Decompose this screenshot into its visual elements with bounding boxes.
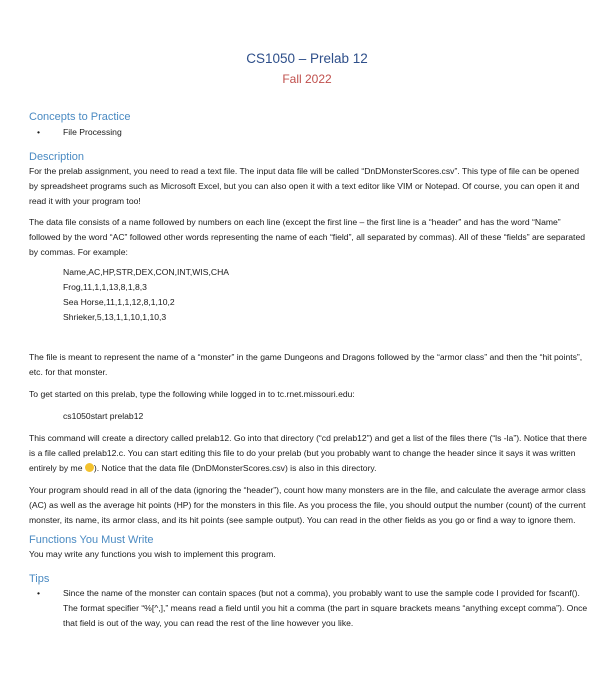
csv-example-line: Frog,11,1,1,13,8,1,8,3 (63, 282, 147, 292)
tips-item-text: Since the name of the monster can contain spaces (but not a comma), you probably want to use the sample code I provided for fscanf(). The format specifier “%[^,],” means read a field until you hit a comma (the part in square brackets means “anything except comma”). Once that field is out of the way, you can read the rest of the line however you like. (63, 588, 588, 628)
description-paragraph-6: Your program should read in all of the data (ignoring the “header”), count how many monsters are in the file, and calculate the average armor class (AC) as well as the average hit points (HP) for the monsters in this file. As you process the file, you should output the number (count) of the current monster, its name, its armor class, and its hit points (see sample output). You can read in the other fields as you go or find a way to ignore them. (29, 485, 586, 525)
functions-heading: Functions You Must Write (29, 534, 154, 546)
description-heading: Description (29, 151, 85, 163)
description-paragraph-5 (29, 431, 589, 476)
tips-heading: Tips (29, 573, 50, 585)
description-paragraph-4: To get started on this prelab, type the following while logged in to tc.rnet.missouri.edu: (29, 389, 355, 399)
concepts-item-text: File Processing (63, 127, 122, 137)
concepts-item (29, 125, 589, 140)
command-line: cs1050start prelab12 (63, 411, 144, 421)
document-title: CS1050 – Prelab 12 (246, 51, 368, 66)
functions-text: You may write any functions you wish to implement this program. (29, 549, 276, 559)
description-paragraph-1: For the prelab assignment, you need to read a text file. The input data file will be called “DnDMonsterScores.csv”. This type of file can be opened by spreadsheet programs such as Microsoft Excel, but you can also open it with a text editor like VIM or Notepad. Of course, you can open it and read it with your program too! (29, 166, 580, 206)
csv-example (29, 265, 589, 325)
smiley-face-icon (85, 463, 94, 472)
concepts-heading: Concepts to Practice (29, 111, 131, 123)
description-paragraph-3: The file is meant to represent the name of a “monster” in the game Dungeons and Dragons followed by the “armor class” and then the “hit points”, etc. for that monster. (29, 352, 583, 377)
description-paragraph-5-part-1: This command will create a directory called prelab12. Go into that directory (“cd prelab12”) and get a list of the files there (“ls -la”). Notice that there is a file called prelab12.c. You can start editing this file to do your prelab (but you probably want to change the header since it says it was written entirely by me (29, 433, 587, 473)
description-paragraph-2: The data file consists of a name followed by numbers on each line (except the first line – the first line is a “header” and has the word “Name” followed by the word “AC” followed other words representing the name of each “field”, all separated by commas). All of these “fields” are separated by commas. For example: (29, 217, 586, 257)
csv-example-line: Name,AC,HP,STR,DEX,CON,INT,WIS,CHA (63, 267, 230, 277)
csv-example-line: Shrieker,5,13,1,1,10,1,10,3 (63, 312, 167, 322)
document-body (29, 110, 589, 631)
bullet-icon: • (37, 588, 41, 598)
description-paragraph-5-part-2: ). Notice that the data file (DnDMonsterScores.csv) is also in this directory. (93, 463, 377, 473)
document-subtitle: Fall 2022 (282, 72, 332, 86)
csv-example-line: Sea Horse,11,1,1,12,8,1,10,2 (63, 297, 175, 307)
tips-item (29, 586, 589, 631)
bullet-icon: • (37, 127, 41, 137)
